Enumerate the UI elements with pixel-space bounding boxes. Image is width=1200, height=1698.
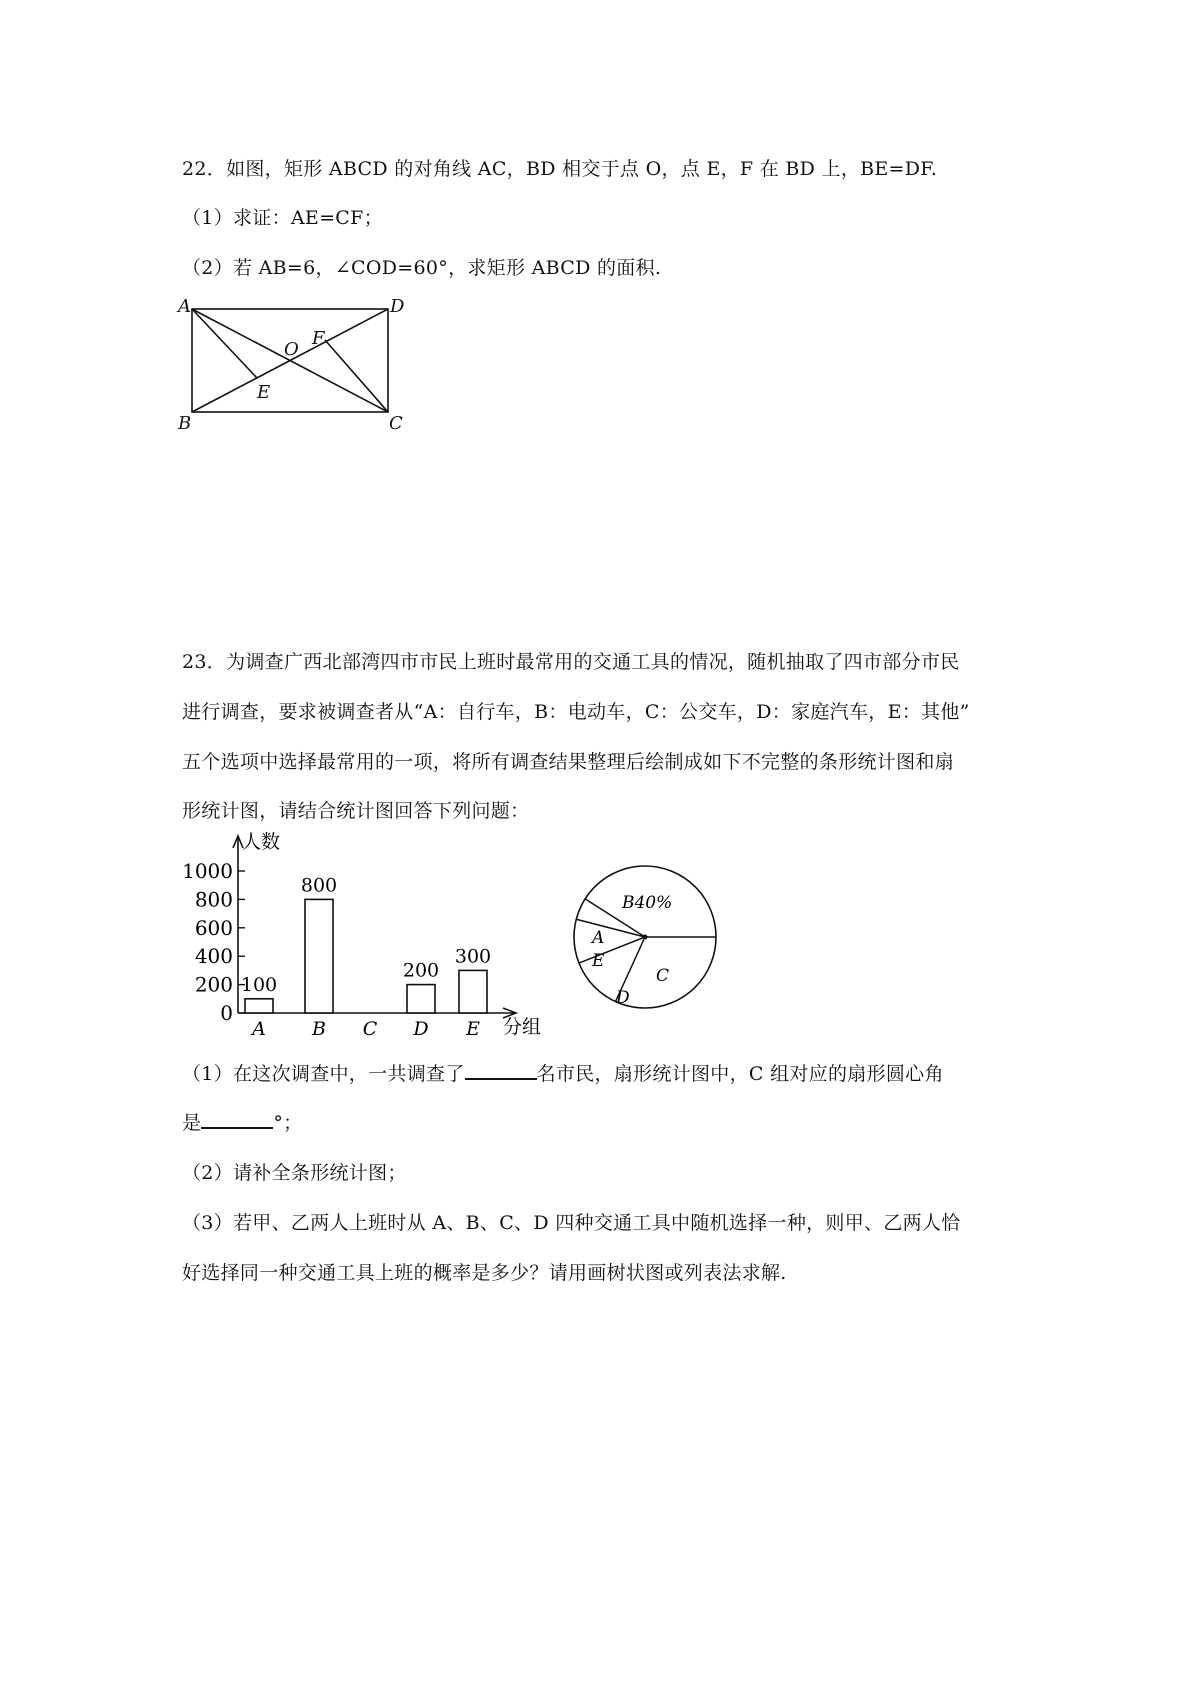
q22-stem: 22．如图，矩形 ABCD 的对角线 AC，BD 相交于点 O，点 E，F 在 BD 上，BE=DF. xyxy=(182,158,938,180)
q22-part2: （2）若 AB=6，∠COD=60°，求矩形 ABCD 的面积. xyxy=(182,257,662,279)
label-f: F xyxy=(312,328,325,349)
segment-cf xyxy=(325,340,388,412)
x-tick-label-c: C xyxy=(362,1018,378,1040)
pie-center-dot xyxy=(643,935,648,940)
label-a: A xyxy=(178,296,191,317)
x-axis-label: 分组 xyxy=(503,1016,542,1038)
q23-part1-line2 xyxy=(182,1109,302,1137)
answer-blank-total[interactable] xyxy=(465,1078,537,1080)
bar-b xyxy=(305,899,333,1013)
data-label-b: 800 xyxy=(300,874,338,897)
q23-part3-line1: （3）若甲、乙两人上班时从 A、B、C、D 四种交通工具中随机选择一种，则甲、乙两人恰 xyxy=(182,1212,961,1234)
y-tick-label: 200 xyxy=(194,972,233,997)
y-tick-label: 600 xyxy=(194,915,233,940)
pie-label-a: A xyxy=(592,928,605,948)
q23-part2: （2）请补全条形统计图； xyxy=(182,1162,407,1184)
label-o: O xyxy=(284,339,299,360)
y-axis-label: 人数 xyxy=(242,831,281,853)
x-tick-label-a: A xyxy=(252,1018,266,1040)
q23-part1-text-b: 名市民，扇形统计图中，C 组对应的扇形圆心角 xyxy=(536,1063,944,1085)
pie-label-b: B40% xyxy=(622,893,673,913)
label-c: C xyxy=(389,413,403,434)
q23-part1-line1 xyxy=(182,1060,944,1088)
q23-part3-line2: 好选择同一种交通工具上班的概率是多少？请用画树状图或列表法求解. xyxy=(182,1262,787,1284)
y-tick-label: 1000 xyxy=(182,859,233,883)
q22-part1: （1）求证：AE=CF； xyxy=(182,207,383,229)
answer-blank-angle[interactable] xyxy=(201,1127,273,1129)
y-tick-label: 400 xyxy=(194,944,233,969)
pie-label-d: D xyxy=(616,988,630,1008)
label-b: B xyxy=(178,413,192,434)
x-tick-label-e: E xyxy=(466,1018,480,1040)
bar-e xyxy=(459,970,487,1013)
x-tick-label-d: D xyxy=(413,1018,429,1040)
q23-stem-line2: 进行调查，要求被调查者从“A：自行车，B：电动车，C：公交车，D：家庭汽车，E：其他” xyxy=(182,701,970,723)
q23-stem-line1: 23．为调查广西北部湾四市市民上班时最常用的交通工具的情况，随机抽取了四市部分市民 xyxy=(182,651,960,673)
bar-chart xyxy=(160,830,560,1045)
segment-ae xyxy=(192,309,257,378)
q23-stem-line4: 形统计图，请结合统计图回答下列问题： xyxy=(182,800,530,822)
label-e: E xyxy=(257,382,271,403)
data-label-d: 200 xyxy=(402,959,440,982)
q23-part1-text-a: （1）在这次调查中，一共调查了 xyxy=(182,1063,465,1085)
x-tick-label-b: B xyxy=(312,1018,326,1040)
pie-label-c: C xyxy=(656,966,670,986)
y-tick-label: 0 xyxy=(220,1001,233,1025)
q23-part1-text-d: °； xyxy=(273,1112,303,1134)
pie-chart xyxy=(560,855,730,1025)
q23-part1-text-c: 是 xyxy=(182,1112,202,1134)
data-label-e: 300 xyxy=(454,945,492,968)
data-label-a: 100 xyxy=(240,973,278,996)
q23-stem-line3: 五个选项中选择最常用的一项，将所有调查结果整理后绘制成如下不完整的条形统计图和扇 xyxy=(182,751,955,773)
pie-label-e: E xyxy=(592,951,605,971)
bar-d xyxy=(407,985,435,1013)
bar-a xyxy=(245,999,273,1013)
label-d: D xyxy=(390,296,405,317)
y-tick-label: 800 xyxy=(194,887,233,912)
rectangle-figure xyxy=(176,295,416,435)
